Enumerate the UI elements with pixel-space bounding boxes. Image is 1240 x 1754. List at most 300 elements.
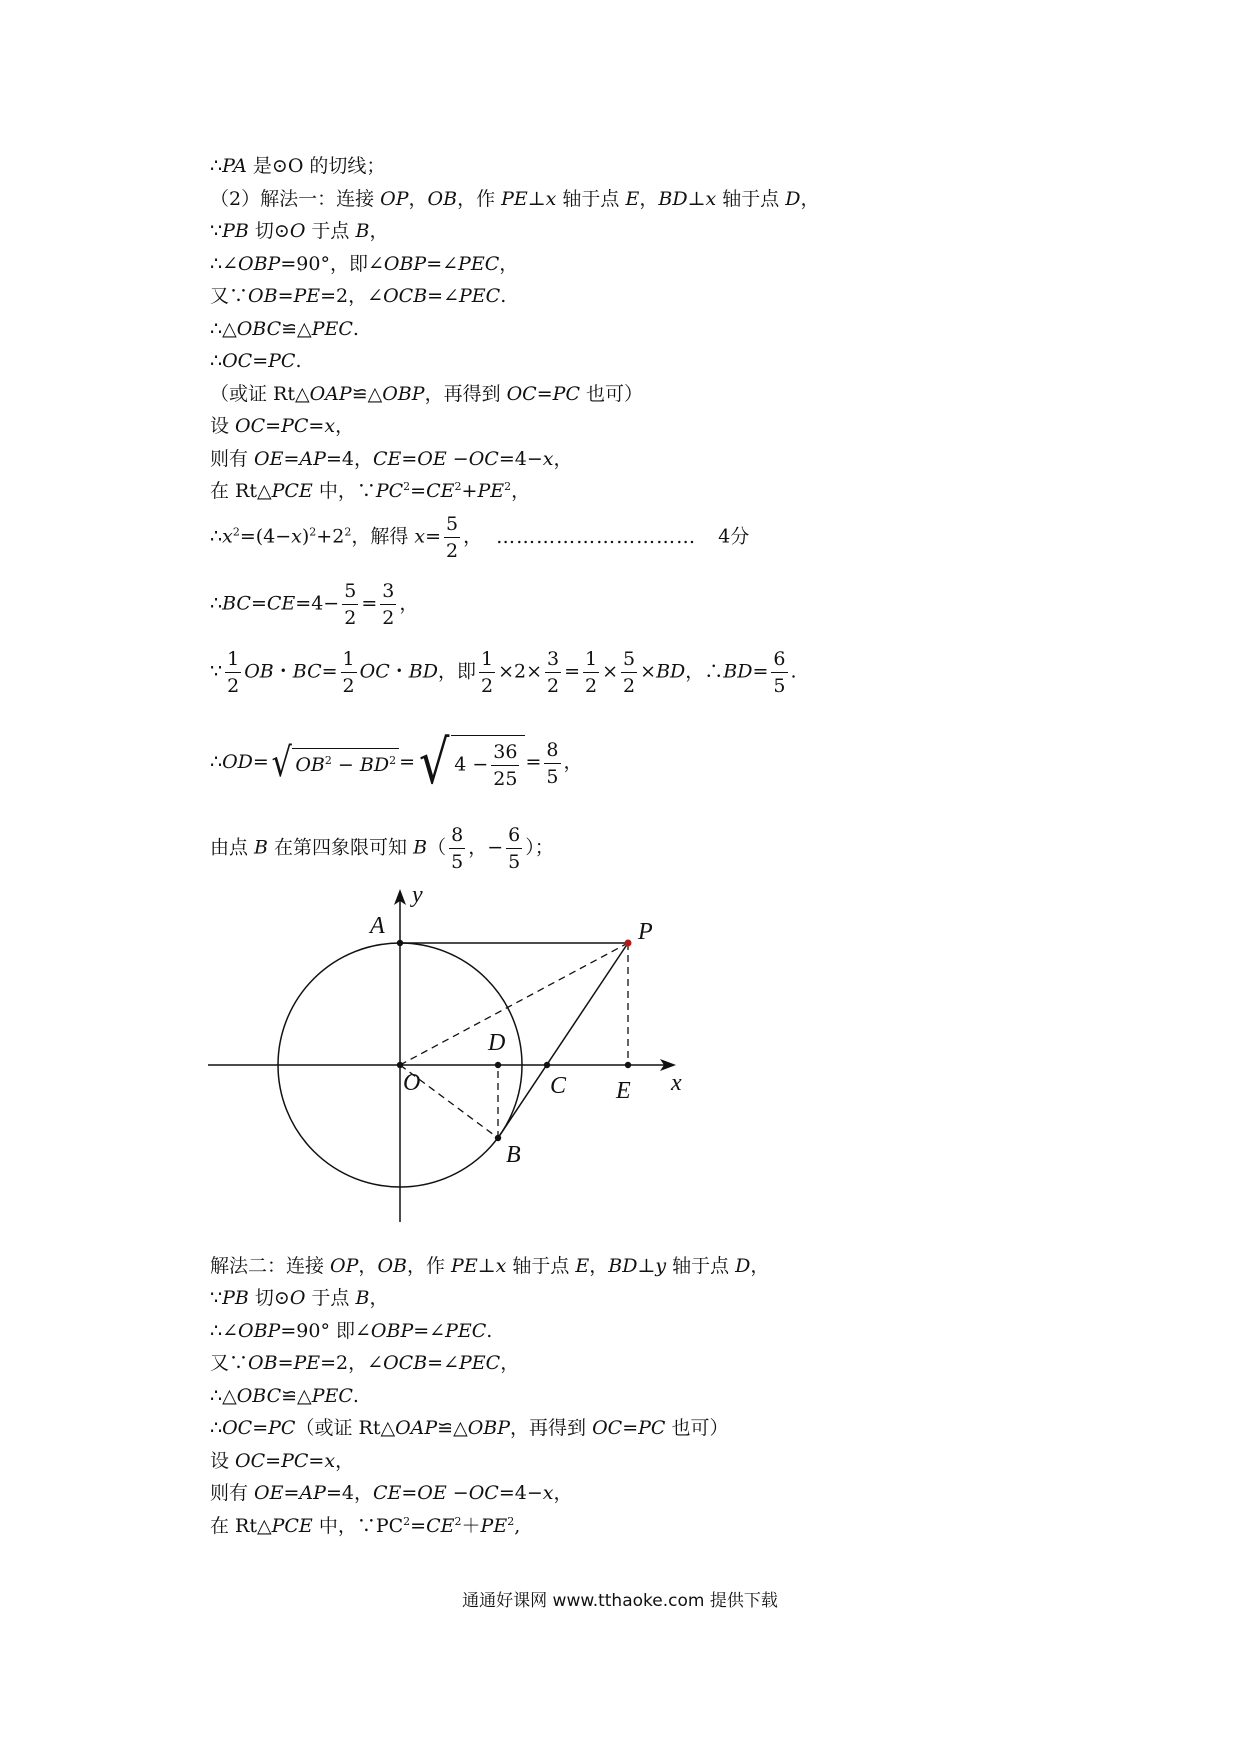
- text: =: [752, 660, 769, 683]
- segment-pb: [498, 943, 628, 1138]
- text: 25: [493, 767, 518, 790]
- text: ，: [335, 415, 355, 437]
- text: BD: [656, 660, 686, 683]
- text: 2: [309, 525, 317, 539]
- text: OE: [417, 448, 447, 470]
- text: PB: [222, 1287, 249, 1309]
- text: 中，∵PC: [312, 1515, 404, 1537]
- text: 解法二：连接: [210, 1255, 331, 1277]
- text: =: [277, 1352, 294, 1374]
- text: 则有: [210, 448, 255, 470]
- text: OCB: [383, 285, 428, 307]
- text: AP: [299, 448, 326, 470]
- text: D: [785, 188, 801, 210]
- text: =∠: [426, 253, 459, 275]
- text: OE: [417, 1482, 447, 1504]
- text: PEC: [458, 253, 500, 275]
- text: =: [265, 415, 282, 437]
- text: ∴: [210, 155, 223, 177]
- text: OBP: [238, 253, 281, 275]
- text: PA: [222, 155, 247, 177]
- text: CE: [372, 448, 402, 470]
- text: 又∵: [210, 1352, 249, 1374]
- text-line: [210, 1383, 359, 1409]
- point-c: [544, 1062, 550, 1068]
- text: −: [446, 1482, 469, 1504]
- text: 中，∵: [312, 480, 376, 502]
- text: x: [414, 525, 426, 548]
- text: −: [446, 448, 469, 470]
- text: =: [536, 383, 553, 405]
- text: PC: [268, 350, 296, 372]
- text: OBP: [383, 253, 427, 275]
- label-y: y: [412, 882, 423, 908]
- text: BD: [608, 1255, 638, 1277]
- text: OE: [254, 1482, 284, 1504]
- text-line: [210, 1285, 388, 1311]
- text: ，再得到: [424, 383, 507, 405]
- text: 1: [583, 646, 599, 673]
- text: =: [277, 285, 294, 307]
- text: =∠: [427, 1352, 459, 1374]
- text: OC: [359, 660, 390, 683]
- text: 2: [403, 1515, 411, 1528]
- text: ，再得到: [510, 1417, 593, 1439]
- text: x: [495, 1255, 507, 1277]
- text: x: [705, 188, 717, 210]
- text: ∵: [210, 660, 223, 683]
- text: y: [655, 1255, 667, 1277]
- text: =2，∠: [320, 285, 384, 307]
- text: =4，: [325, 448, 373, 470]
- segment-op-dashed: [400, 943, 628, 1065]
- text: =: [252, 1417, 269, 1439]
- text: 2: [344, 525, 352, 539]
- text: −: [331, 754, 360, 776]
- text: ∴: [210, 525, 223, 548]
- text: ∴△: [210, 1385, 237, 1407]
- label-o: O: [403, 1070, 421, 1096]
- text: ≌△: [281, 1385, 312, 1407]
- text: ）；: [525, 836, 554, 859]
- text: 1: [341, 646, 357, 673]
- text: =: [425, 525, 441, 548]
- text: =(4−: [239, 525, 292, 548]
- text: 3: [380, 578, 396, 605]
- label-e: E: [616, 1078, 631, 1104]
- text: （或证 Rt△: [210, 383, 310, 405]
- text: ≌△: [437, 1417, 468, 1439]
- text: ，: [750, 1255, 770, 1277]
- text: BD: [658, 188, 688, 210]
- text: ，: [639, 188, 659, 210]
- text: =∠: [413, 1320, 446, 1342]
- text: ，: [563, 751, 583, 773]
- text: =∠: [427, 285, 459, 307]
- text: OE: [254, 448, 284, 470]
- text: OBP: [467, 1417, 511, 1439]
- text: =: [308, 1450, 325, 1472]
- text: 5: [773, 675, 786, 697]
- text: =: [410, 1515, 427, 1537]
- text: OB: [244, 660, 274, 683]
- text: +: [461, 480, 478, 502]
- text-line: [210, 1318, 492, 1344]
- text: ，: [408, 188, 428, 210]
- text: ，: [358, 1255, 378, 1277]
- text: OB: [295, 754, 325, 776]
- text: .: [500, 285, 507, 307]
- text-line: [210, 1253, 769, 1279]
- text: 36: [491, 739, 519, 766]
- text: 5: [508, 851, 521, 873]
- text: =4−: [498, 448, 543, 470]
- text: ×: [640, 660, 657, 683]
- text: ⊥: [527, 188, 546, 210]
- text: PE: [501, 188, 528, 210]
- page-footer: 通通好课网 www.tthaoke.com 提供下载: [462, 1591, 778, 1611]
- label-b: B: [506, 1142, 521, 1168]
- text: OC: [235, 415, 266, 437]
- text: PE: [480, 1515, 508, 1537]
- text: 2: [480, 675, 494, 697]
- text: OC: [592, 1417, 623, 1439]
- text: 4 −: [454, 753, 489, 775]
- text: OAP: [309, 383, 352, 405]
- text: B: [355, 1287, 370, 1309]
- text: =: [401, 448, 418, 470]
- text: OP: [380, 188, 409, 210]
- point-e: [625, 1062, 631, 1068]
- text: OB: [377, 1255, 407, 1277]
- text: 2: [227, 675, 240, 697]
- text: OAP: [395, 1417, 438, 1439]
- text: 2: [547, 675, 560, 697]
- text: =4，: [325, 1482, 373, 1504]
- text: B: [254, 836, 269, 859]
- text: ，即: [437, 660, 476, 683]
- text: 轴于点: [556, 188, 626, 210]
- text: ，: [500, 1352, 520, 1374]
- text: OC: [506, 383, 537, 405]
- text: PEC: [459, 1352, 501, 1374]
- text: 2: [504, 480, 512, 493]
- point-p: [625, 940, 632, 947]
- text: PC: [552, 383, 580, 405]
- text: PCE: [271, 480, 313, 502]
- text: =90°，即∠: [280, 253, 384, 275]
- label-c: C: [550, 1073, 567, 1099]
- text: OP: [330, 1255, 359, 1277]
- text: ，解得: [351, 525, 415, 548]
- text: PE: [477, 480, 505, 502]
- text: 8: [544, 737, 560, 764]
- text: 5: [444, 511, 460, 538]
- text: .: [790, 660, 797, 683]
- text: OCB: [383, 1352, 428, 1374]
- text: .: [486, 1320, 493, 1342]
- text: =: [265, 1450, 282, 1472]
- text: =: [321, 660, 338, 683]
- text: ⊥: [477, 1255, 496, 1277]
- text: D: [735, 1255, 751, 1277]
- text: ，: [589, 1255, 609, 1277]
- text: ∴∠: [210, 1320, 239, 1342]
- text-line: [210, 1480, 573, 1506]
- text: PC: [268, 1417, 296, 1439]
- text: OB: [248, 285, 278, 307]
- text: =: [250, 592, 267, 615]
- text: …………………………: [496, 525, 697, 548]
- point-d: [495, 1062, 501, 1068]
- text: E: [575, 1255, 590, 1277]
- text: OD: [222, 751, 253, 773]
- text: AP: [299, 1482, 326, 1504]
- text: ∴: [210, 350, 223, 372]
- text: ≌△: [351, 383, 383, 405]
- text: x: [324, 415, 336, 437]
- text: =: [399, 751, 415, 773]
- text: PC: [375, 480, 404, 502]
- text: 则有: [210, 1482, 255, 1504]
- text: 2: [389, 754, 397, 767]
- text: =: [283, 1482, 300, 1504]
- text-line: [210, 1448, 354, 1474]
- text: +2: [316, 525, 345, 548]
- text: 于点: [305, 1287, 356, 1309]
- text: ，: [511, 480, 531, 502]
- text: ，: [335, 1450, 355, 1472]
- text: 6: [771, 646, 787, 673]
- text: OBC: [236, 318, 282, 340]
- text: ・: [273, 660, 293, 683]
- point-b: [495, 1135, 501, 1141]
- text: BC: [222, 592, 251, 615]
- text: ×2×: [498, 660, 543, 683]
- text: 在第四象限可知: [268, 836, 414, 859]
- text: =: [252, 350, 269, 372]
- text: 切⊙: [248, 1287, 290, 1309]
- text: PC: [281, 1450, 309, 1472]
- text: 在 Rt△: [210, 1515, 272, 1537]
- text: 8: [449, 822, 465, 849]
- label-d: D: [488, 1030, 506, 1056]
- text: ，−: [468, 836, 504, 859]
- text: 1: [479, 646, 495, 673]
- text: O: [289, 1287, 306, 1309]
- text: ): [301, 525, 310, 548]
- text: x: [324, 1450, 336, 1472]
- text: 1: [225, 646, 241, 673]
- text: OBP: [238, 1320, 281, 1342]
- text: 设: [210, 415, 236, 437]
- text: BC: [292, 660, 322, 683]
- text: 轴于点: [666, 1255, 736, 1277]
- text: （2）解法一：连接: [210, 188, 381, 210]
- text-line: [210, 1513, 520, 1539]
- text: ，: [463, 525, 483, 548]
- text: 又∵: [210, 285, 249, 307]
- text: PEC: [311, 1385, 353, 1407]
- text: （: [427, 836, 447, 859]
- text: CE: [426, 1515, 455, 1537]
- label-p: P: [638, 919, 653, 945]
- text: OC: [222, 350, 253, 372]
- text: OC: [222, 1417, 253, 1439]
- text: ∴∠: [210, 253, 239, 275]
- text: ，: [369, 1287, 389, 1309]
- text: B: [355, 220, 370, 242]
- text: ，: [399, 592, 419, 615]
- point-a: [397, 940, 403, 946]
- text: 3: [545, 646, 561, 673]
- text: OC: [468, 448, 499, 470]
- radical-sign-icon: √: [271, 740, 292, 786]
- text: ，: [499, 253, 519, 275]
- text: BD: [408, 660, 438, 683]
- text: 5: [342, 578, 358, 605]
- text: x: [542, 448, 554, 470]
- text: ∵: [210, 1287, 223, 1309]
- text: 也可）: [665, 1417, 729, 1439]
- text: PC: [281, 415, 309, 437]
- text: E: [625, 188, 640, 210]
- text: ，作: [457, 188, 502, 210]
- text: PEC: [445, 1320, 487, 1342]
- text: x: [542, 1482, 554, 1504]
- text: ，: [369, 220, 389, 242]
- text: =: [401, 1482, 418, 1504]
- text: PB: [222, 220, 249, 242]
- text: ，: [553, 448, 573, 470]
- text: ∴: [210, 592, 223, 615]
- text: B: [413, 836, 428, 859]
- text: ⊥: [687, 188, 706, 210]
- text: 2: [324, 754, 332, 767]
- text: .: [352, 1385, 359, 1407]
- text: ，: [553, 1482, 573, 1504]
- text: BD: [359, 754, 390, 776]
- text: =2，∠: [320, 1352, 384, 1374]
- text: CE: [426, 480, 455, 502]
- text: PCE: [271, 1515, 313, 1537]
- text: =: [622, 1417, 639, 1439]
- text: x: [222, 525, 233, 548]
- text: OBP: [370, 1320, 414, 1342]
- text: 于点: [305, 220, 356, 242]
- text: OB: [427, 188, 458, 210]
- text: 6: [506, 822, 522, 849]
- text: 2: [585, 675, 598, 697]
- text: OC: [235, 1450, 266, 1472]
- text: ⊥: [637, 1255, 656, 1277]
- text: OB: [248, 1352, 278, 1374]
- text: 切⊙: [248, 220, 290, 242]
- text: ＋: [461, 1515, 481, 1537]
- text: =: [283, 448, 300, 470]
- text: BD: [723, 660, 753, 683]
- text: 2: [446, 540, 459, 562]
- text: O: [289, 220, 306, 242]
- text: 2: [454, 480, 462, 493]
- text: ,: [514, 1515, 521, 1537]
- text: =4−: [295, 592, 340, 615]
- radical-sign-icon: √: [418, 728, 450, 798]
- text: OBP: [382, 383, 425, 405]
- text: 2: [403, 480, 411, 493]
- text: ・: [389, 660, 409, 683]
- text: =: [525, 751, 542, 773]
- text: OBC: [236, 1385, 282, 1407]
- label-a: A: [370, 913, 385, 939]
- text: 轴于点: [716, 188, 786, 210]
- text: ，作: [406, 1255, 452, 1277]
- text: 2: [507, 1515, 515, 1528]
- text: 也可）: [579, 383, 644, 405]
- text-line: [210, 1415, 729, 1441]
- text: 5: [621, 646, 637, 673]
- point-o: [397, 1062, 403, 1068]
- text: .: [352, 318, 359, 340]
- text: ×: [602, 660, 619, 683]
- text: 2: [232, 525, 240, 539]
- text: =4−: [498, 1482, 543, 1504]
- text: 2: [344, 607, 357, 629]
- text: =: [361, 592, 378, 615]
- text: 设: [210, 1450, 236, 1472]
- text: PE: [293, 1352, 321, 1374]
- text: 5: [546, 765, 559, 788]
- text: =: [410, 480, 427, 502]
- text: 由点: [210, 836, 255, 859]
- text: ≌△: [281, 318, 312, 340]
- text: =: [252, 751, 269, 773]
- text-line: [210, 1350, 519, 1376]
- text: PEC: [311, 318, 353, 340]
- text: =90° 即∠: [280, 1320, 371, 1342]
- text: ，: [800, 188, 820, 210]
- text: CE: [372, 1482, 402, 1504]
- label-x: x: [671, 1070, 682, 1096]
- text: x: [545, 188, 557, 210]
- text: CE: [266, 592, 296, 615]
- text: x: [291, 525, 302, 548]
- text: 2: [382, 607, 395, 629]
- text: PE: [293, 285, 321, 307]
- text: 5: [451, 851, 464, 873]
- text: ，∴: [685, 660, 724, 683]
- text: =: [564, 660, 581, 683]
- text: ∴: [210, 1417, 223, 1439]
- text: ∴: [210, 751, 223, 773]
- text: ∴△: [210, 318, 237, 340]
- text: （或证 Rt△: [295, 1417, 396, 1439]
- text: .: [295, 350, 302, 372]
- text: PE: [451, 1255, 478, 1277]
- text: 2: [623, 675, 636, 697]
- text: PC: [638, 1417, 666, 1439]
- text: 轴于点: [506, 1255, 576, 1277]
- text: 4分: [718, 525, 750, 548]
- text: 是⊙O 的切线；: [246, 155, 386, 177]
- text: 2: [454, 1515, 462, 1528]
- text: OC: [468, 1482, 499, 1504]
- text: 2: [342, 675, 355, 697]
- text: 在 Rt△: [210, 480, 272, 502]
- text: ∵: [210, 220, 223, 242]
- text: =: [308, 415, 325, 437]
- text: PEC: [459, 285, 501, 307]
